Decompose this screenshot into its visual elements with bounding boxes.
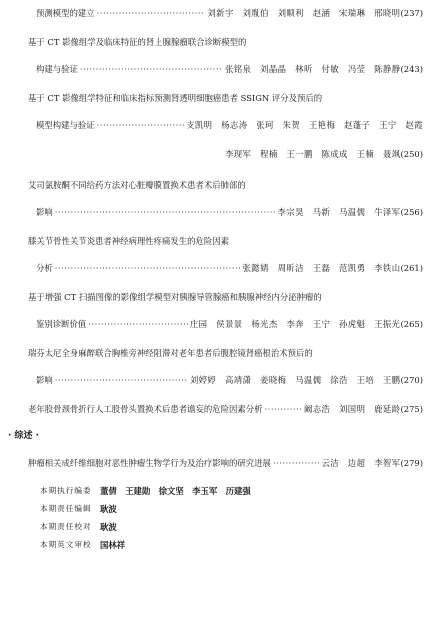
leader-dots (80, 63, 223, 75)
staff-value-responsible-editor: 耿波 (100, 504, 117, 514)
entry-page: (270) (400, 375, 423, 385)
entry-title-cont: 分析 (36, 263, 53, 273)
entry-title[interactable]: 基于 CT 影像组学特征和临床指标预测肾透明细胞癌患者 SSIGN 评分及预后的 (28, 93, 323, 103)
entry-authors: 阚志浩 刘国明 鹿延龄 (303, 404, 401, 414)
toc-entry[interactable] (36, 63, 423, 75)
entry-authors: 李宗昊 马新 马温儒 牛泽军 (277, 207, 401, 217)
section-heading-review: · 综述 · (8, 431, 40, 441)
toc-entry[interactable] (28, 457, 423, 469)
entry-title: 肿瘤相关成纤维细胞对恶性肿瘤生物学行为及治疗影响的研究进展 (28, 458, 271, 468)
entry-title-cont: 鉴别诊断价值 (36, 319, 87, 329)
staff-label-proofreader: 本期责任校对 (40, 522, 92, 531)
entry-page: (243) (400, 64, 423, 74)
staff-value-english-reviewer: 国林祥 (100, 540, 126, 550)
entry-authors: 支凯明 杨志涛 张珂 朱贺 王艳梅 赵蓬子 王宁 赵霞 (186, 120, 423, 130)
entry-authors: 刘新宇 刘胤伯 刘顺利 赵涵 宋瑞琳 邢晓明 (207, 8, 401, 18)
toc-entry[interactable] (36, 206, 423, 218)
staff-label-english-reviewer: 本期英文审校 (40, 540, 92, 549)
entry-page: (250) (400, 149, 423, 159)
toc-entry[interactable] (28, 403, 423, 415)
entry-title-cont: 模型构建与验证 (36, 120, 95, 130)
toc-entry[interactable] (36, 374, 423, 386)
leader-dots (97, 7, 206, 19)
entry-title: 老年股骨颈骨折行人工股骨头置换术后患者谵妄的危险因素分析 (28, 404, 263, 414)
leader-dots (97, 119, 184, 131)
entry-authors: 刘婷婷 高靖潇 姜晓梅 马温儒 徐浩 王培 王鹏 (189, 375, 401, 385)
toc-entry[interactable] (36, 7, 423, 19)
toc-entry[interactable] (36, 119, 423, 131)
staff-label-executive-editor: 本期执行编委 (40, 486, 92, 495)
leader-dots (55, 206, 276, 218)
entry-authors: 云洁 边超 李智军 (321, 458, 401, 468)
entry-title-cont: 影响 (36, 375, 53, 385)
entry-page: (275) (400, 404, 423, 414)
entry-title[interactable]: 艾司氯胺酮不同给药方法对心脏瓣膜置换术患者术后肺部的 (28, 180, 246, 190)
entry-title-cont: 影响 (36, 207, 53, 217)
entry-authors: 张铭泉 刘晶晶 林昕 付敏 冯莹 陈静静 (224, 64, 401, 74)
leader-dots (55, 262, 241, 274)
entry-title[interactable]: 基于增强 CT 扫描图像的影像组学模型对胰腺导管腺癌和胰腺神经内分泌肿瘤的 (28, 292, 322, 302)
entry-title[interactable]: 瑞芬太尼全身麻醉联合胸椎旁神经阻滞对老年患者后腹腔镜肾癌根治术预后的 (28, 348, 313, 358)
entry-page: (279) (400, 458, 423, 468)
toc-entry[interactable] (36, 318, 423, 330)
leader-dots (88, 318, 188, 330)
entry-authors: 庄园 侯景景 杨光杰 李奔 王宁 孙虎魁 王振光 (189, 319, 401, 329)
leader-dots (273, 457, 320, 469)
leader-dots (265, 403, 302, 415)
entry-title[interactable]: 基于 CT 影像组学及临床特征的肾上腺腺瘤联合诊断模型的 (28, 37, 247, 47)
entry-page: (256) (400, 207, 423, 217)
toc-entry-authors-line (36, 148, 423, 160)
entry-page: (261) (400, 263, 423, 273)
toc-entry[interactable] (36, 262, 423, 274)
leader-dots (55, 374, 188, 386)
staff-value-executive-editor: 董倩 王建勋 徐文坚 李玉军 历建强 (100, 486, 251, 496)
staff-label-responsible-editor: 本期责任编辑 (40, 504, 92, 513)
entry-title-cont: 构建与验证 (36, 64, 78, 74)
entry-title[interactable]: 膝关节骨性关节炎患者神经病理性疼痛发生的危险因素 (28, 236, 229, 246)
entry-authors: 张懿婧 周昕洁 王磊 范凯勇 李铁山 (242, 263, 401, 273)
staff-value-proofreader: 耿波 (100, 522, 117, 532)
entry-page: (237) (400, 8, 423, 18)
entry-page: (265) (400, 319, 423, 329)
entry-title: 预测模型的建立 (36, 8, 95, 18)
entry-authors: 李现军 程楠 王一鹏 陈成成 王楠 聂飒 (224, 149, 401, 159)
